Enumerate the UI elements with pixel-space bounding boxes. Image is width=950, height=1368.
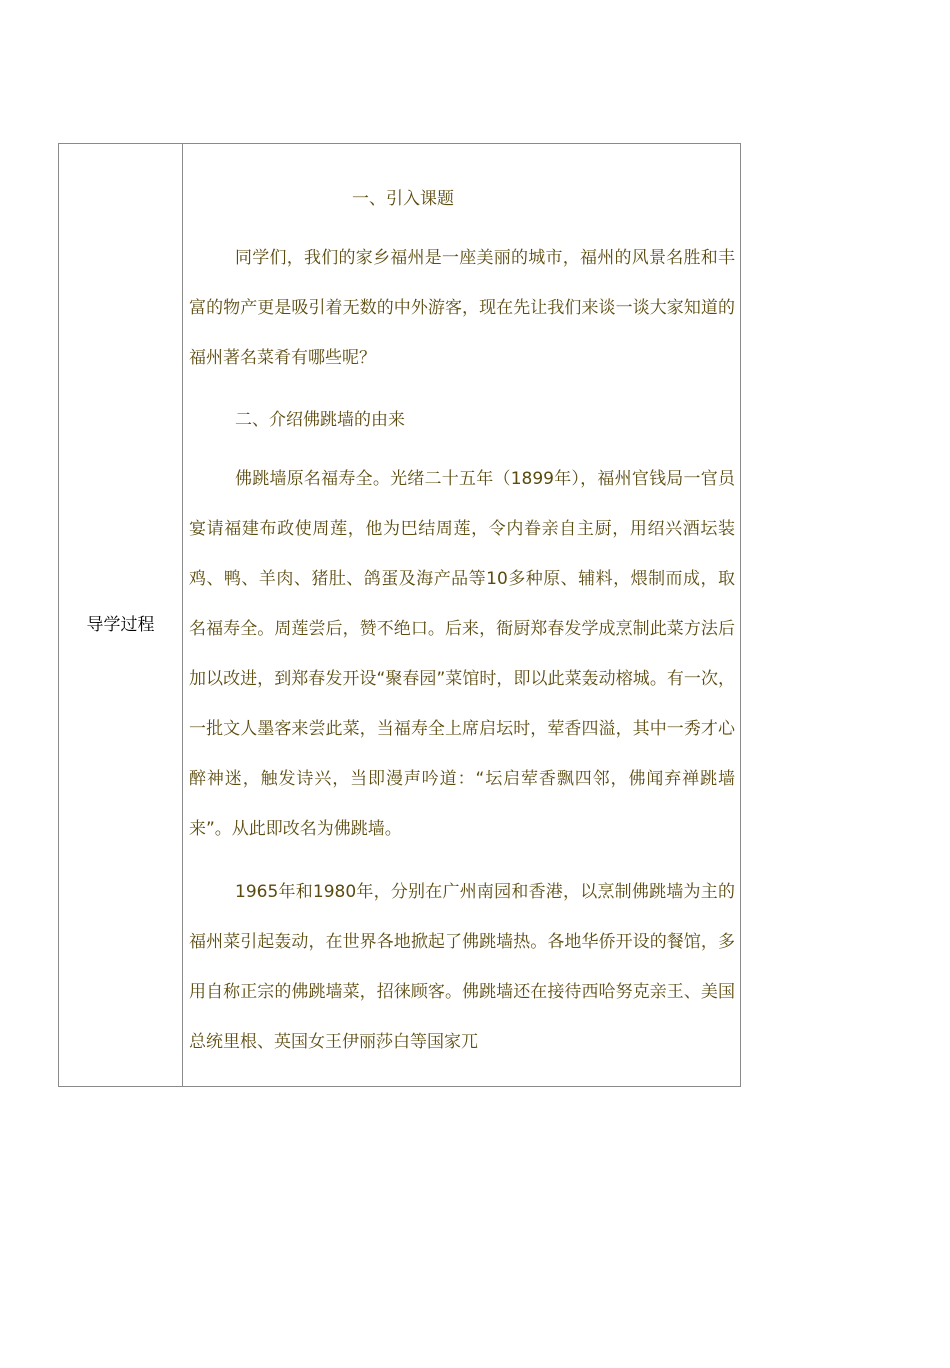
row-label: 导学过程 (86, 615, 155, 635)
origin-paragraph-1: 佛跳墙原名福寿全。光绪二十五年（1899年），福州官钱局一官员宴请福建布政使周莲，他为巴结周莲，令内眷亲自主厨，用绍兴酒坛装鸡、鸭、羊肉、猪肚、鸽蛋及海产品等10多种原、辅料，煨制而成，取名福寿全。周莲尝后，赞不绝口。后来，衙厨郑春发学成烹制此菜方法后加以改进，到郑春发开设“聚春园”菜馆时，即以此菜轰动榕城。有一次，一批文人墨客来尝此菜，当福寿全上席启坛时，荤香四溢，其中一秀才心醉神迷，触发诗兴，当即漫声吟道：“坛启荤香飘四邻，佛闻弃禅跳墙来”。从此即改名为佛跳墙。 (189, 469, 735, 839)
section-heading-introduction: 一、引入课题 (352, 189, 454, 209)
content-cell (183, 144, 740, 1086)
section-heading-origin: 二、介绍佛跳墙的由来 (235, 410, 405, 430)
introduction-paragraph: 同学们，我们的家乡福州是一座美丽的城市，福州的风景名胜和丰富的物产更是吸引着无数的中外游客，现在先让我们来谈一谈大家知道的福州著名菜肴有哪些呢？ (189, 248, 735, 368)
lesson-table (58, 143, 741, 1087)
origin-paragraph-2: 1965年和1980年，分别在广州南园和香港，以烹制佛跳墙为主的福州菜引起轰动，在世界各地掀起了佛跳墙热。各地华侨开设的餐馆，多用自称正宗的佛跳墙菜，招徕顾客。佛跳墙还在接待西哈努克亲王、美国总统里根、英国女王伊丽莎白等国家兀 (189, 882, 735, 1052)
row-label-cell (59, 144, 183, 1086)
